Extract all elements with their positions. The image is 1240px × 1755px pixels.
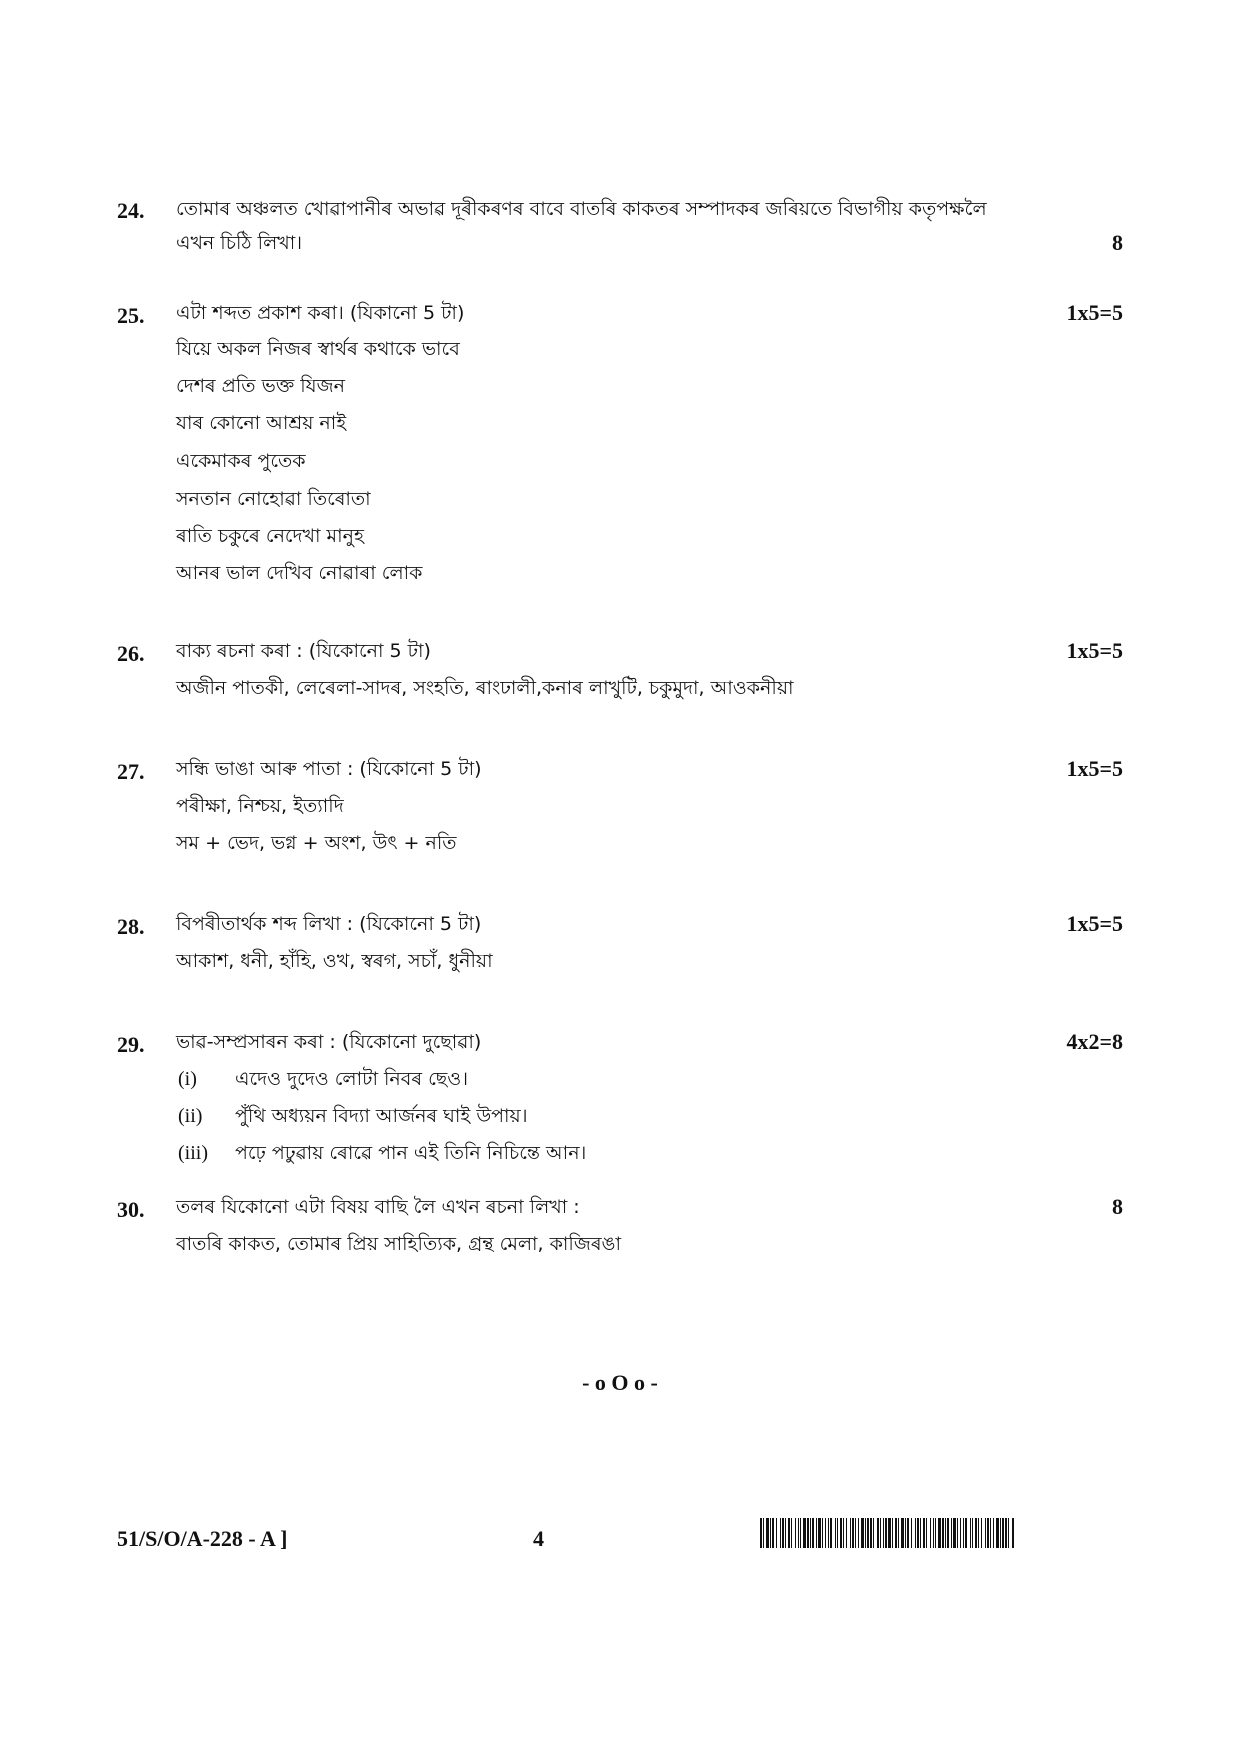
barcode-bar [780, 1518, 781, 1548]
question-marks: 8 [1112, 1194, 1123, 1219]
barcode-bar [843, 1518, 844, 1548]
question-marks: 1x5=5 [1066, 638, 1123, 663]
question-instruction: বাক্য ৰচনা কৰা : (যিকোনো 5 টা) [176, 640, 431, 662]
question-number: 26. [117, 641, 145, 666]
list-item: যাৰ কোনো আশ্ৰয় নাই [176, 412, 347, 434]
barcode-bar [810, 1518, 811, 1548]
question-instruction: ভাৱ-সম্প্ৰসাৰন কৰা : (যিকোনো দুছোৱা) [176, 1031, 482, 1053]
barcode-bar [776, 1518, 777, 1548]
question-number: 24. [117, 198, 145, 223]
subitem-text: পঢ়ে পঢুৱায় ৰোৱে পান এই তিনি নিচিন্তে আন। [235, 1142, 587, 1164]
barcode-icon [760, 1518, 1015, 1548]
barcode-bar [818, 1518, 821, 1548]
question-instruction: সন্ধি ভাঙা আৰু পাতা : (যিকোনো 5 টা) [176, 758, 482, 780]
barcode-bar [963, 1518, 964, 1548]
barcode-bar [822, 1518, 823, 1548]
question-marks: 8 [1112, 230, 1123, 255]
question-marks: 1x5=5 [1066, 300, 1123, 325]
barcode-bar [807, 1518, 809, 1548]
barcode-bar [930, 1518, 931, 1548]
barcode-bar [945, 1518, 946, 1548]
barcode-bar [861, 1518, 864, 1548]
list-item: পৰীক্ষা, নিশ্চয়, ইত্যাদি [176, 795, 344, 817]
barcode-bar [760, 1518, 762, 1548]
barcode-bar [855, 1518, 856, 1548]
question-text-line: তোমাৰ অঞ্চলত খোৱাপানীৰ অভাৱ দূৰীকৰণৰ বাবে বাতৰি কাকতৰ সম্পাদকৰ জৰিয়তে বিভাগীয় কতৃপক্ষলৈ [176, 198, 987, 220]
barcode-bar [885, 1518, 887, 1548]
list-item: একেমাকৰ পুতেক [176, 450, 306, 472]
subitem-label: (ii) [178, 1105, 203, 1127]
barcode-bar [803, 1518, 806, 1548]
question-number: 28. [117, 914, 145, 939]
end-of-paper-mark: - o O o - [582, 1370, 658, 1395]
barcode-bar [993, 1518, 994, 1548]
barcode-bar [915, 1518, 916, 1548]
question-marks: 1x5=5 [1066, 911, 1123, 936]
barcode-bar [926, 1518, 927, 1548]
subitem-text: পুঁথি অধ্যয়ন বিদ্যা আৰ্জনৰ ঘাই উপায়। [235, 1105, 528, 1127]
barcode-bar [873, 1518, 874, 1548]
list-item: যিয়ে অকল নিজৰ স্বাৰ্থৰ কথাকে ভাবে [176, 338, 460, 360]
question-instruction: তলৰ যিকোনো এটা বিষয় বাছি লৈ এখন ৰচনা লিখা : [176, 1196, 580, 1218]
barcode-bar [957, 1518, 958, 1548]
barcode-bar [951, 1518, 952, 1548]
barcode-bar [1000, 1518, 1001, 1548]
question-number: 29. [117, 1032, 145, 1057]
list-item: ৰাতি চকুৰে নেদেখা মানুহ [176, 525, 364, 547]
question-number: 27. [117, 759, 145, 784]
barcode-bar [960, 1518, 961, 1548]
barcode-bar [880, 1518, 881, 1548]
barcode-bar [791, 1518, 792, 1548]
barcode-bar [816, 1518, 817, 1548]
barcode-bar [920, 1518, 921, 1548]
barcode-bar [895, 1518, 897, 1548]
barcode-bar [795, 1518, 796, 1548]
barcode-bar [978, 1518, 979, 1548]
barcode-bar [858, 1518, 859, 1548]
barcode-bar [846, 1518, 847, 1548]
barcode-bar [828, 1518, 829, 1548]
barcode-bar [996, 1518, 999, 1548]
barcode-bar [1012, 1518, 1014, 1548]
barcode-bar [935, 1518, 936, 1548]
barcode-bar [938, 1518, 941, 1548]
list-item: সম + ভেদ, ভগ্ন + অংশ, উৎ + নতি [176, 832, 457, 854]
barcode-bar [990, 1518, 991, 1548]
barcode-bar [892, 1518, 893, 1548]
barcode-bar [947, 1518, 949, 1548]
question-marks: 1x5=5 [1066, 756, 1123, 781]
question-marks: 4x2=8 [1066, 1029, 1123, 1054]
barcode-bar [942, 1518, 944, 1548]
barcode-bar [888, 1518, 891, 1548]
list-item: দেশৰ প্ৰতি ভক্ত যিজন [176, 375, 345, 397]
barcode-bar [907, 1518, 909, 1548]
barcode-bar [898, 1518, 899, 1548]
barcode-bar [905, 1518, 906, 1548]
barcode-bar [911, 1518, 912, 1548]
barcode-bar [901, 1518, 904, 1548]
barcode-bar [837, 1518, 838, 1548]
barcode-bar [953, 1518, 956, 1548]
barcode-bar [812, 1518, 814, 1548]
barcode-bar [788, 1518, 790, 1548]
barcode-bar [965, 1518, 967, 1548]
barcode-bar [987, 1518, 989, 1548]
subitem-label: (iii) [178, 1142, 208, 1164]
barcode-bar [830, 1518, 832, 1548]
question-instruction: এটা শব্দত প্ৰকাশ কৰা। (যিকানো 5 টা) [176, 302, 465, 324]
barcode-bar [933, 1518, 934, 1548]
barcode-bar [865, 1518, 866, 1548]
barcode-bar [970, 1518, 971, 1548]
barcode-bar [850, 1518, 851, 1548]
barcode-bar [923, 1518, 925, 1548]
subitem-text: এদেও দুদেও লোটা নিবৰ ছেও। [235, 1068, 469, 1090]
barcode-bar [785, 1518, 786, 1548]
barcode-bar [867, 1518, 869, 1548]
barcode-bar [835, 1518, 836, 1548]
barcode-bar [763, 1518, 764, 1548]
question-instruction: বিপৰীতাৰ্থক শব্দ লিখা : (যিকোনো 5 টা) [176, 913, 482, 935]
barcode-bar [1008, 1518, 1009, 1548]
barcode-bar [972, 1518, 973, 1548]
barcode-bar [981, 1518, 982, 1548]
barcode-bar [883, 1518, 884, 1548]
barcode-bar [975, 1518, 977, 1548]
barcode-bar [770, 1518, 771, 1548]
list-item: বাতৰি কাকত, তোমাৰ প্ৰিয় সাহিত্যিক, গ্ৰন্থ মেলা, কাজিৰঙা [176, 1233, 621, 1255]
list-item: আনৰ ভাল দেখিব নোৱাৰা লোক [176, 562, 423, 584]
page-number: 4 [533, 1526, 544, 1551]
barcode-bar [870, 1518, 872, 1548]
list-item: সনতান নোহোৱা তিৰোতা [176, 488, 371, 510]
barcode-bar [800, 1518, 801, 1548]
question-text-line: এখন চিঠি লিখা। [176, 232, 303, 254]
barcode-bar [917, 1518, 919, 1548]
barcode-bar [782, 1518, 784, 1548]
barcode-bar [766, 1518, 769, 1548]
barcode-bar [798, 1518, 799, 1548]
barcode-bar [840, 1518, 842, 1548]
barcode-bar [772, 1518, 774, 1548]
question-number: 30. [117, 1197, 145, 1222]
question-number: 25. [117, 303, 145, 328]
barcode-bar [1005, 1518, 1007, 1548]
barcode-bar [877, 1518, 879, 1548]
subitem-label: (i) [178, 1068, 197, 1090]
barcode-bar [852, 1518, 854, 1548]
barcode-bar [985, 1518, 986, 1548]
list-item: অজীন পাতকী, লেৰেলা-সাদৰ, সংহতি, ৰাংঢালী,কনাৰ লাখুটি, চকুমুদা, আওকনীয়া [176, 677, 794, 699]
paper-code: 51/S/O/A-228 - A ] [117, 1526, 288, 1551]
barcode-bar [825, 1518, 826, 1548]
list-item: আকাশ, ধনী, হাঁহি, ওখ, স্বৰগ, সচাঁ, ধুনীয়া [176, 950, 493, 972]
barcode-bar [1002, 1518, 1004, 1548]
